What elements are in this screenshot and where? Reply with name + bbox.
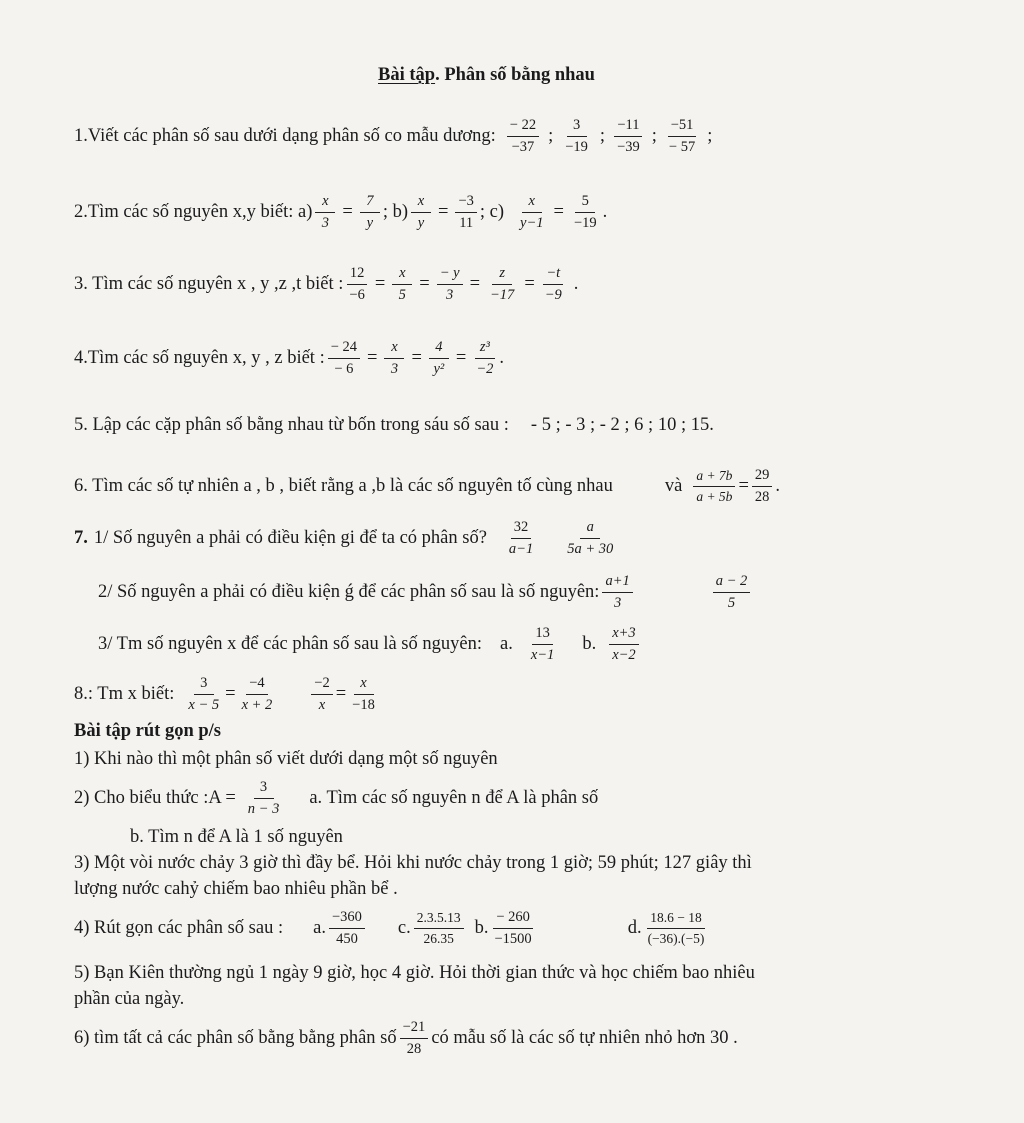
fraction: $\frac{-4}{x + 2}$ — [241, 674, 273, 713]
fraction: $\frac{3}{x - 5}$ — [188, 674, 220, 713]
exercise-r6 — [74, 1014, 738, 1062]
fraction: $\frac{\text{z³}}{-2}$ — [476, 338, 494, 377]
fraction: $\frac{- 260}{-1500}$ — [494, 908, 532, 947]
fraction: $\frac{-11}{-39}$ — [614, 117, 643, 155]
page-title — [378, 66, 595, 85]
exercise-6: 6. Tìm các số tự nhiên a , b , biết rằng a ,b là các số nguyên tố cùng nhau và $\frac{a + 7b}{a + 5b}$ = $\frac{29}{28}$ . — [74, 466, 780, 505]
title-main: Bài tập — [378, 65, 436, 85]
exercise-3: 3. Tìm các số nguyên x , y ,z ,t biết : $\frac{12}{-6}$ = $\frac{x}{5}$ = $\frac{- y}{3}$ = $\frac{z}{-17}$ = $\frac{-t}{-9}$ . — [74, 264, 579, 303]
fraction: $\frac{-t}{-9}$ — [544, 264, 562, 303]
exercise-r5-line2: phần của ngày. — [74, 989, 185, 1009]
fraction: $\frac{-2}{x}$ — [311, 675, 332, 713]
exercise-7-part2 — [98, 568, 753, 616]
exercise-8-text: 8.: Tm x biết: — [74, 683, 175, 704]
fraction: $\frac{a - 2}{5}$ — [713, 573, 751, 611]
section-title: Bài tập rút gọn p/s — [74, 721, 222, 741]
fraction: $\frac{x}{-18}$ — [352, 674, 375, 713]
fraction: $\frac{x}{y}$ — [411, 193, 431, 231]
exercise-r1: 1) Khi nào thì một phân số viết dưới dạng một số nguyên — [74, 749, 498, 769]
fraction: $\frac{-3}{11}$ — [455, 193, 476, 231]
exercise-r2-text: 2) Cho biểu thức :A = — [74, 787, 236, 808]
fraction: $\frac{-21}{28}$ — [400, 1019, 429, 1057]
fraction: $\frac{4}{\text{y²}}$ — [429, 339, 449, 377]
fraction: $\frac{- 24}{- 6}$ — [328, 339, 360, 377]
exercise-r5-line1: 5) Bạn Kiên thường ngủ 1 ngày 9 giờ, học 4 giờ. Hỏi thời gian thức và học chiếm bao nhiêu — [74, 963, 755, 983]
fraction: $\frac{- y}{3}$ — [437, 265, 463, 303]
exercise-4: 4.Tìm các số nguyên x, y , z biết : $\frac{- 24}{- 6}$ = $\frac{x}{3}$ = $\frac{4}{\text{y²}}$ = $\frac{\text{z³}}{-2}$ . — [74, 338, 505, 377]
fraction: $\frac{a}{5a + 30}$ — [567, 518, 614, 557]
fraction: $\frac{13}{x-1}$ — [530, 624, 555, 663]
exercise-r4: 4) Rút gọn các phân số sau : a. $\frac{-360}{450}$ c. $\frac{2.3.5.13}{26.35}$ b. $\frac{- 260}{-1500}$ d. $\frac{18.6 - 18}{(-36).(-5)}$ — [74, 904, 710, 952]
fraction: $\frac{-51}{- 57}$ — [668, 116, 696, 155]
exercise-7-part2-text: 2/ Số nguyên a phải có điều kiện ǵ để các phân số sau là số nguyên: — [98, 581, 600, 602]
fraction: $\frac{x+3}{x-2}$ — [609, 625, 638, 663]
fraction: $\frac{29}{28}$ — [752, 467, 773, 505]
fraction: $\frac{32}{a-1}$ — [508, 518, 534, 557]
fraction: $\frac{18.6 - 18}{(-36).(-5)}$ — [647, 909, 705, 946]
exercise-5 — [74, 416, 714, 435]
exercise-1-text: 1.Viết các phân số sau dưới dạng phân số co mẫu dương: — [74, 125, 496, 146]
fraction: $\frac{12}{-6}$ — [346, 265, 367, 303]
exercise-r3-line1: 3) Một vòi nước chảy 3 giờ thì đầy bể. Hỏi khi nước chảy trong 1 giờ; 59 phút; 127 giây thì — [74, 853, 752, 873]
exercise-7-label: 7. — [74, 527, 88, 548]
exercise-7-part3: 3/ Tm số nguyên x để các phân số sau là số nguyên: a. $\frac{13}{x-1}$ b. $\frac{x+3}{x-2}$ — [98, 620, 642, 668]
exercise-5-text: 5. Lập các cặp phân số bằng nhau từ bốn trong sáu số sau : — [74, 415, 509, 435]
exercise-r4-text: 4) Rút gọn các phân số sau : — [74, 917, 284, 938]
exercise-7-part3-text: 3/ Tm số nguyên x để các phân số sau là số nguyên: — [98, 633, 482, 654]
fraction: $\frac{a+1}{3}$ — [602, 573, 632, 611]
exercise-6-text: 6. Tìm các số tự nhiên a , b , biết rằng a ,b là các số nguyên tố cùng nhau — [74, 475, 613, 496]
exercise-r6-rest: có mẫu số là các số tự nhiên nhỏ hơn 30 . — [431, 1027, 738, 1048]
fraction: $\frac{z}{-17}$ — [490, 264, 515, 303]
exercise-r3-line2: lượng nước cahỷ chiếm bao nhiêu phần bể . — [74, 879, 398, 899]
exercise-2-text: 2.Tìm các số nguyên x,y biết: a) — [74, 201, 313, 222]
fraction: $\frac{x}{3}$ — [384, 339, 404, 377]
exercise-2: 2.Tìm các số nguyên x,y biết: a) $\frac{x}{3}$ = $\frac{7}{y}$ ; b) $\frac{x}{y}$ = $\frac{-3}{11}$ ; c) $\frac{x}{y-1}$ = $\frac{5}{-19}$ . — [74, 192, 608, 231]
title-rest: . Phân số bằng nhau — [435, 65, 595, 85]
exercise-1: 1.Viết các phân số sau dưới dạng phân số co mẫu dương: $\frac{- 22}{-37}$ ; $\frac{3}{-19}$ ; $\frac{-11}{-39}$ ; $\frac{-51}{- 57}$ ; — [74, 116, 713, 155]
exercise-r2-part-a: a. Tìm các số nguyên n để A là phân số — [309, 787, 599, 808]
fraction: $\frac{x}{y-1}$ — [520, 192, 544, 231]
exercise-3-text: 3. Tìm các số nguyên x , y ,z ,t biết : — [74, 273, 344, 294]
exercise-4-text: 4.Tìm các số nguyên x, y , z biết : — [74, 347, 325, 368]
fraction: $\frac{3}{-19}$ — [565, 116, 588, 155]
fraction: $\frac{3}{n - 3}$ — [247, 778, 280, 817]
fraction: $\frac{5}{-19}$ — [573, 192, 597, 231]
exercise-r6-text: 6) tìm tất cả các phân số bằng bằng phân số — [74, 1027, 397, 1048]
fraction: $\frac{2.3.5.13}{26.35}$ — [414, 910, 464, 946]
exercise-r2-part-b: b. Tìm n để A là 1 số nguyên — [130, 827, 343, 847]
exercise-7 — [74, 514, 619, 562]
exercise-5-numbers: - 5 ; - 3 ; - 2 ; 6 ; 10 ; 15. — [530, 415, 714, 435]
fraction: $\frac{- 22}{-37}$ — [507, 117, 539, 155]
fraction: $\frac{-360}{450}$ — [329, 909, 365, 947]
exercise-7-part1-text: 1/ Số nguyên a phải có điều kiện gi để ta có phân số? — [93, 527, 487, 548]
fraction: $\frac{7}{y}$ — [360, 193, 380, 231]
exercise-r2 — [74, 774, 598, 822]
exercise-8: 8.: Tm x biết: $\frac{3}{x - 5}$ = $\frac{-4}{x + 2}$ $\frac{-2}{x}$ = $\frac{x}{-18}$ — [74, 670, 381, 718]
fraction: $\frac{a + 7b}{a + 5b}$ — [693, 468, 735, 504]
fraction: $\frac{x}{5}$ — [392, 265, 412, 303]
fraction: $\frac{x}{3}$ — [315, 193, 335, 231]
